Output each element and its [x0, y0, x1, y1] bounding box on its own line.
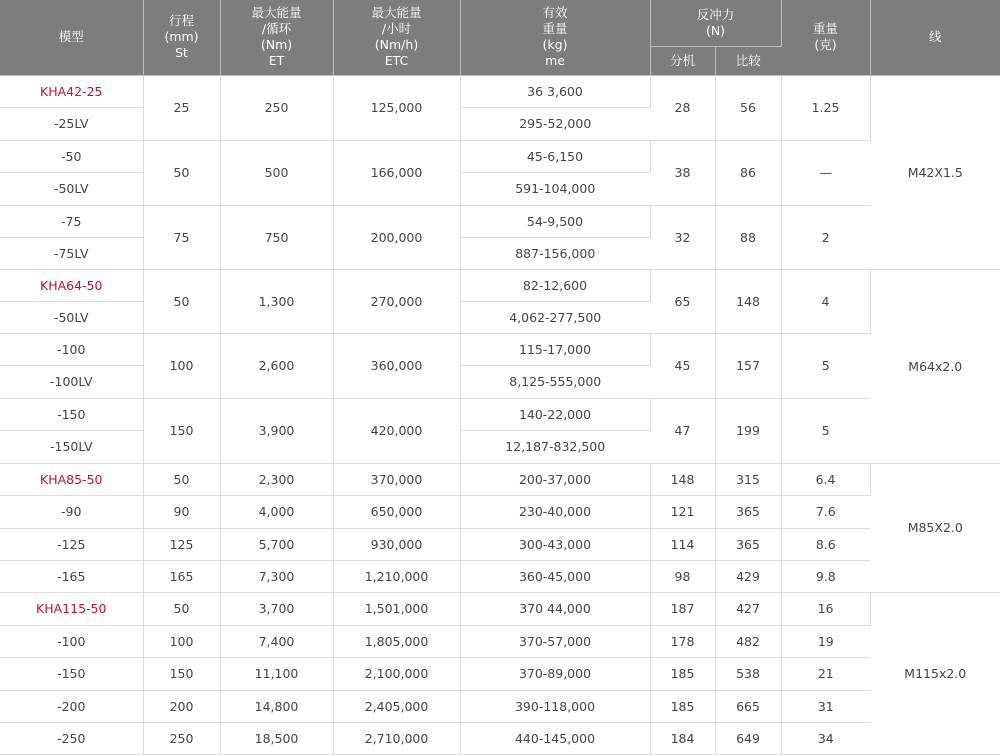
max-energy-hour-cell: 125,000: [333, 75, 460, 140]
model-cell: -100LV: [0, 365, 143, 398]
model-cell: -50: [0, 140, 143, 172]
reaction-max-cell: 429: [715, 560, 781, 592]
effective-weight-cell: 360-45,000: [460, 560, 650, 592]
reaction-min-cell: 65: [650, 269, 715, 333]
effective-weight-cell: 54-9,500: [460, 205, 650, 237]
effective-weight-cell: 36 3,600: [460, 75, 650, 107]
model-cell: -125: [0, 528, 143, 560]
model-cell: [0, 269, 143, 301]
model-link[interactable]: KHA64-50: [40, 277, 103, 293]
header-weight: [781, 0, 870, 75]
reaction-min-cell: 187: [650, 592, 715, 625]
stroke-cell: 50: [143, 140, 220, 205]
table-row: [0, 463, 1000, 495]
reaction-min-cell: 185: [650, 690, 715, 722]
header-reaction-force: [650, 0, 781, 46]
weight-cell: —: [781, 140, 870, 205]
reaction-max-cell: 482: [715, 625, 781, 657]
max-energy-cycle-cell: 500: [220, 140, 333, 205]
table-row: [0, 625, 1000, 657]
effective-weight-cell: 370 44,000: [460, 592, 650, 625]
weight-cell: 8.6: [781, 528, 870, 560]
table-row: [0, 528, 1000, 560]
model-cell: -150: [0, 398, 143, 430]
reaction-max-cell: 315: [715, 463, 781, 495]
reaction-min-cell: 28: [650, 75, 715, 140]
thread-cell: M64x2.0: [870, 269, 1000, 463]
max-energy-cycle-cell: 3,700: [220, 592, 333, 625]
max-energy-hour-cell: 1,210,000: [333, 560, 460, 592]
header-max-energy-hour-line1: 最大能量: [371, 5, 422, 21]
header-stroke-line: 行程: [168, 13, 194, 29]
table-row: [0, 592, 1000, 625]
header-effective-weight: [460, 0, 650, 75]
reaction-max-cell: 86: [715, 140, 781, 205]
max-energy-cycle-cell: 2,600: [220, 333, 333, 398]
effective-weight-cell: 300-43,000: [460, 528, 650, 560]
model-cell: [0, 592, 143, 625]
table-row: [0, 690, 1000, 722]
max-energy-hour-cell: 2,100,000: [333, 657, 460, 690]
max-energy-hour-cell: 270,000: [333, 269, 460, 333]
effective-weight-cell: 887-156,000: [460, 237, 650, 269]
max-energy-hour-cell: 2,710,000: [333, 722, 460, 754]
reaction-max-cell: 56: [715, 75, 781, 140]
header-effective-weight-line2: 重量: [542, 21, 568, 37]
header-max-energy-hour-symbol: ETC: [384, 53, 409, 69]
weight-cell: 5: [781, 398, 870, 463]
reaction-max-cell: 365: [715, 495, 781, 528]
max-energy-hour-cell: 360,000: [333, 333, 460, 398]
stroke-cell: 90: [143, 495, 220, 528]
reaction-min-cell: 185: [650, 657, 715, 690]
reaction-min-cell: 114: [650, 528, 715, 560]
spec-table-body: [0, 75, 1000, 754]
table-row: [0, 333, 1000, 365]
effective-weight-cell: 45-6,150: [460, 140, 650, 172]
max-energy-cycle-cell: 3,900: [220, 398, 333, 463]
max-energy-cycle-cell: 14,800: [220, 690, 333, 722]
max-energy-hour-cell: 650,000: [333, 495, 460, 528]
table-row: [0, 269, 1000, 301]
table-row: [0, 495, 1000, 528]
weight-cell: 2: [781, 205, 870, 269]
table-row: [0, 398, 1000, 430]
header-max-energy-cycle-unit: (Nm): [260, 37, 293, 53]
reaction-min-cell: 148: [650, 463, 715, 495]
model-link[interactable]: KHA42-25: [40, 83, 103, 99]
max-energy-hour-cell: 1,805,000: [333, 625, 460, 657]
header-weight-line: 重量: [813, 21, 839, 37]
header-max-energy-cycle-line2: /循环: [261, 21, 292, 37]
reaction-max-cell: 88: [715, 205, 781, 269]
thread-cell: M115x2.0: [870, 592, 1000, 754]
effective-weight-cell: 370-57,000: [460, 625, 650, 657]
header-max-energy-cycle-line1: 最大能量: [251, 5, 302, 21]
model-cell: -25LV: [0, 107, 143, 140]
stroke-cell: 150: [143, 657, 220, 690]
header-stroke-symbol: St: [175, 45, 188, 61]
stroke-cell: 75: [143, 205, 220, 269]
weight-cell: 19: [781, 625, 870, 657]
stroke-cell: 100: [143, 625, 220, 657]
reaction-min-cell: 121: [650, 495, 715, 528]
reaction-min-cell: 45: [650, 333, 715, 398]
stroke-cell: 50: [143, 463, 220, 495]
header-effective-weight-unit: (kg): [542, 37, 568, 53]
weight-cell: 31: [781, 690, 870, 722]
reaction-max-cell: 157: [715, 333, 781, 398]
reaction-max-cell: 665: [715, 690, 781, 722]
max-energy-hour-cell: 370,000: [333, 463, 460, 495]
max-energy-cycle-cell: 1,300: [220, 269, 333, 333]
header-stroke: [143, 0, 220, 75]
effective-weight-cell: 390-118,000: [460, 690, 650, 722]
header-max-energy-hour-line2: /小时: [381, 21, 412, 37]
max-energy-cycle-cell: 4,000: [220, 495, 333, 528]
effective-weight-cell: 591-104,000: [460, 172, 650, 205]
max-energy-hour-cell: 2,405,000: [333, 690, 460, 722]
max-energy-cycle-cell: 11,100: [220, 657, 333, 690]
reaction-max-cell: 199: [715, 398, 781, 463]
header-max-energy-hour-unit: (Nm/h): [374, 37, 419, 53]
effective-weight-cell: 82-12,600: [460, 269, 650, 301]
reaction-min-cell: 38: [650, 140, 715, 205]
model-cell: -100: [0, 333, 143, 365]
stroke-cell: 50: [143, 592, 220, 625]
weight-cell: 7.6: [781, 495, 870, 528]
weight-cell: 5: [781, 333, 870, 398]
reaction-max-cell: 365: [715, 528, 781, 560]
weight-cell: 21: [781, 657, 870, 690]
header-reaction-force-line: 反冲力: [696, 6, 735, 22]
max-energy-hour-cell: 420,000: [333, 398, 460, 463]
effective-weight-cell: 8,125-555,000: [460, 365, 650, 398]
max-energy-hour-cell: 200,000: [333, 205, 460, 269]
reaction-max-cell: 538: [715, 657, 781, 690]
table-row: [0, 75, 1000, 107]
reaction-min-cell: 32: [650, 205, 715, 269]
weight-cell: 4: [781, 269, 870, 333]
effective-weight-cell: 200-37,000: [460, 463, 650, 495]
header-reaction-min: 分机: [650, 46, 715, 75]
reaction-min-cell: 178: [650, 625, 715, 657]
effective-weight-cell: 230-40,000: [460, 495, 650, 528]
max-energy-hour-cell: 1,501,000: [333, 592, 460, 625]
effective-weight-cell: 115-17,000: [460, 333, 650, 365]
stroke-cell: 50: [143, 269, 220, 333]
weight-cell: 34: [781, 722, 870, 754]
model-cell: [0, 463, 143, 495]
table-row: [0, 205, 1000, 237]
model-cell: -150: [0, 657, 143, 690]
header-reaction-force-unit: (N): [705, 22, 726, 38]
max-energy-cycle-cell: 7,300: [220, 560, 333, 592]
header-stroke-unit: (mm): [164, 29, 199, 45]
model-cell: -165: [0, 560, 143, 592]
header-max-energy-cycle-symbol: ET: [268, 53, 285, 69]
stroke-cell: 150: [143, 398, 220, 463]
max-energy-hour-cell: 166,000: [333, 140, 460, 205]
header-thread: 线: [870, 0, 1000, 75]
effective-weight-cell: 12,187-832,500: [460, 430, 650, 463]
effective-weight-cell: 4,062-277,500: [460, 301, 650, 333]
reaction-min-cell: 98: [650, 560, 715, 592]
table-row: [0, 560, 1000, 592]
max-energy-cycle-cell: 2,300: [220, 463, 333, 495]
stroke-cell: 125: [143, 528, 220, 560]
header-effective-weight-line1: 有效: [542, 5, 568, 21]
header-reaction-max: 比较: [715, 46, 781, 75]
reaction-max-cell: 427: [715, 592, 781, 625]
thread-cell: M85X2.0: [870, 463, 1000, 592]
max-energy-cycle-cell: 7,400: [220, 625, 333, 657]
header-effective-weight-symbol: me: [545, 53, 565, 69]
weight-cell: 16: [781, 592, 870, 625]
reaction-max-cell: 649: [715, 722, 781, 754]
max-energy-cycle-cell: 18,500: [220, 722, 333, 754]
model-cell: -250: [0, 722, 143, 754]
header-max-energy-cycle: [220, 0, 333, 75]
weight-cell: 9.8: [781, 560, 870, 592]
model-cell: -90: [0, 495, 143, 528]
model-cell: -50LV: [0, 301, 143, 333]
table-row: [0, 140, 1000, 172]
model-cell: -150LV: [0, 430, 143, 463]
stroke-cell: 100: [143, 333, 220, 398]
model-cell: -50LV: [0, 172, 143, 205]
model-cell: -75LV: [0, 237, 143, 269]
model-link[interactable]: KHA115-50: [36, 601, 107, 616]
weight-cell: 6.4: [781, 463, 870, 495]
stroke-cell: 25: [143, 75, 220, 140]
max-energy-hour-cell: 930,000: [333, 528, 460, 560]
model-cell: -75: [0, 205, 143, 237]
table-row: [0, 657, 1000, 690]
model-cell: -200: [0, 690, 143, 722]
table-row: [0, 722, 1000, 754]
header-max-energy-hour: [333, 0, 460, 75]
reaction-max-cell: 148: [715, 269, 781, 333]
effective-weight-cell: 370-89,000: [460, 657, 650, 690]
reaction-min-cell: 47: [650, 398, 715, 463]
reaction-min-cell: 184: [650, 722, 715, 754]
thread-cell: M42X1.5: [870, 75, 1000, 269]
effective-weight-cell: 140-22,000: [460, 398, 650, 430]
stroke-cell: 200: [143, 690, 220, 722]
max-energy-cycle-cell: 750: [220, 205, 333, 269]
model-cell: [0, 75, 143, 107]
stroke-cell: 165: [143, 560, 220, 592]
max-energy-cycle-cell: 250: [220, 75, 333, 140]
max-energy-cycle-cell: 5,700: [220, 528, 333, 560]
stroke-cell: 250: [143, 722, 220, 754]
model-link[interactable]: KHA85-50: [40, 471, 103, 487]
effective-weight-cell: 295-52,000: [460, 107, 650, 140]
weight-cell: 1.25: [781, 75, 870, 140]
header-weight-unit: (克): [814, 37, 837, 53]
effective-weight-cell: 440-145,000: [460, 722, 650, 754]
header-model: 模型: [0, 0, 143, 75]
model-cell: -100: [0, 625, 143, 657]
